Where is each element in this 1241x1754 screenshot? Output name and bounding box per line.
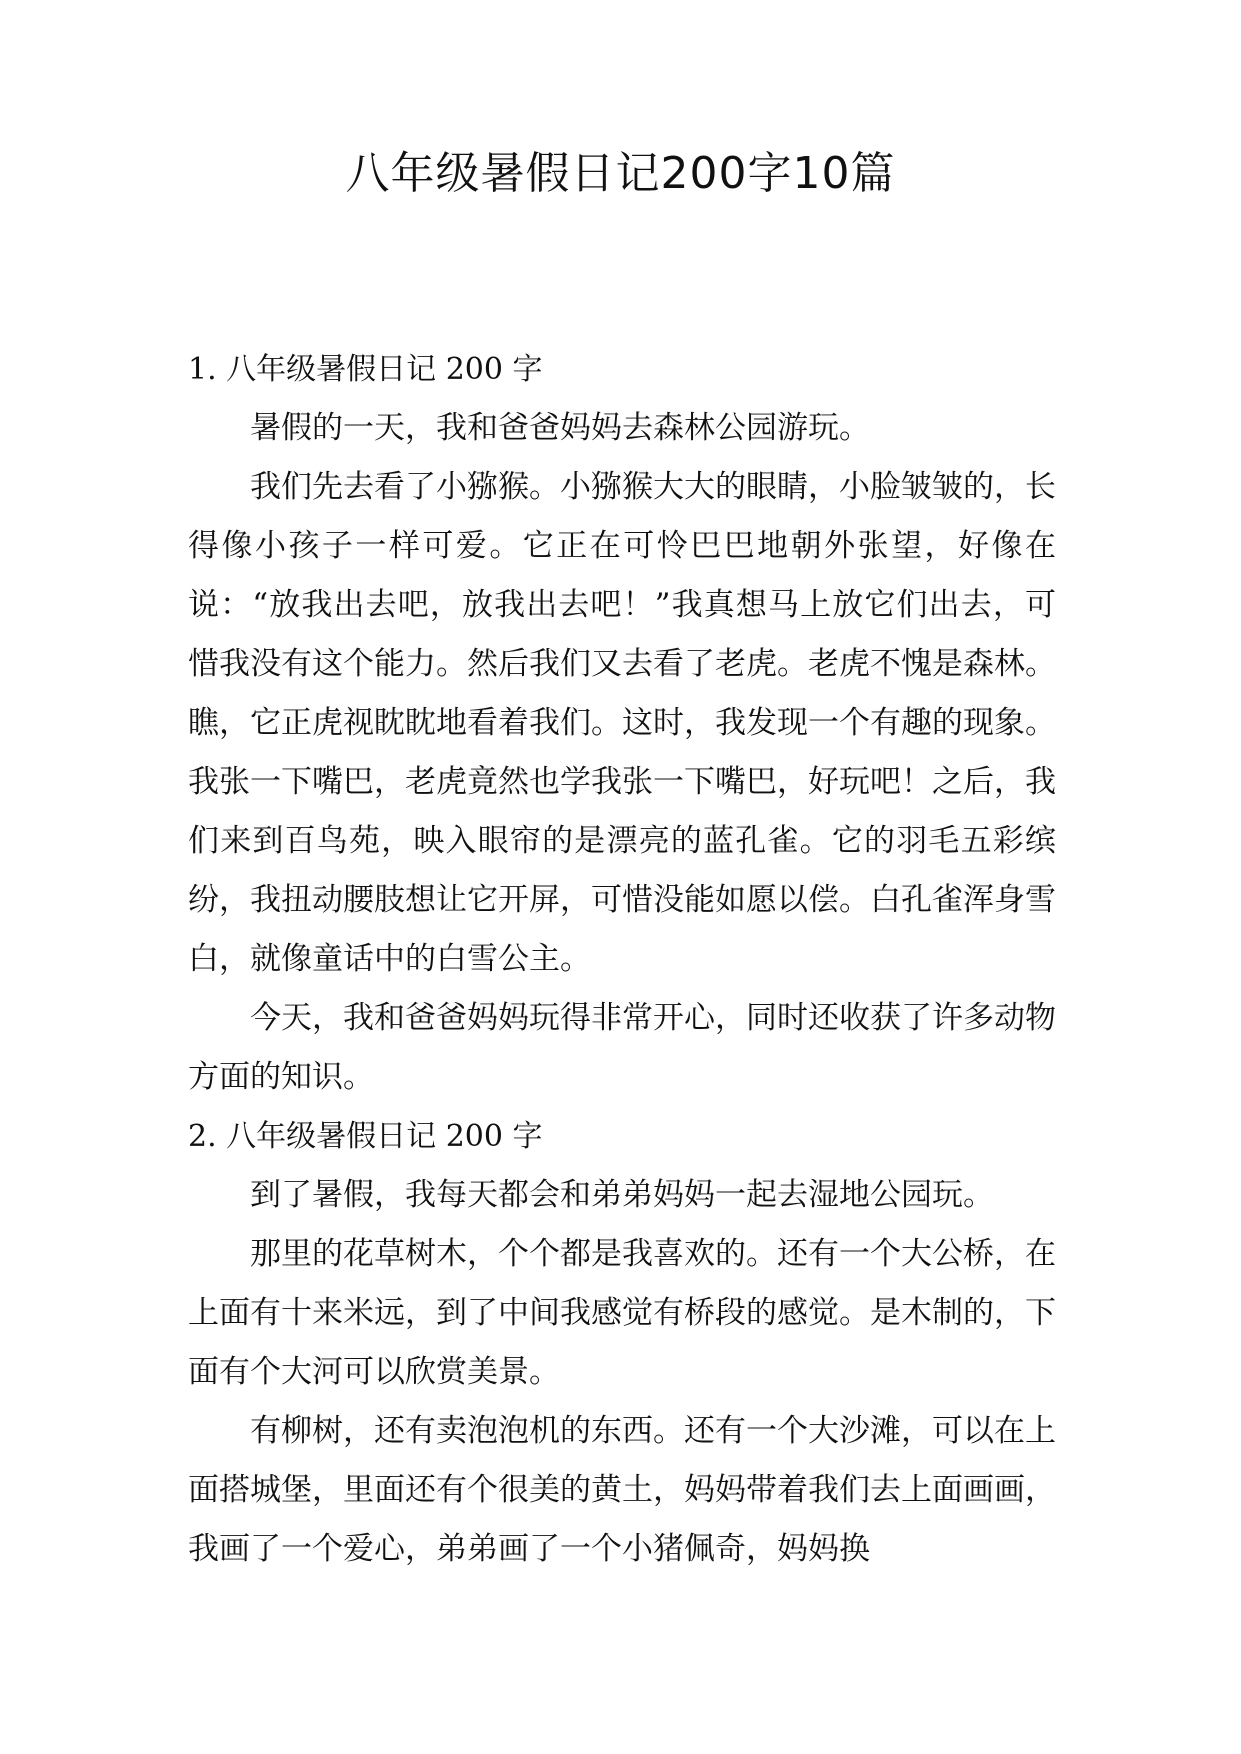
diary-entry-1 bbox=[188, 340, 1056, 1107]
paragraph: 我们先去看了小猕猴。小猕猴大大的眼睛，小脸皱皱的，长得像小孩子一样可爱。它正在可怜巴巴地朝外张望，好像在说：“放我出去吧，放我出去吧！”我真想马上放它们出去，可惜我没有这个能力。然后我们又去看了老虎。老虎不愧是森林。瞧，它正虎视眈眈地看着我们。这时，我发现一个有趣的现象。我张一下嘴巴，老虎竟然也学我张一下嘴巴，好玩吧！之后，我们来到百鸟苑，映入眼帘的是漂亮的蓝孔雀。它的羽毛五彩缤纷，我扭动腰肢想让它开屏，可惜没能如愿以偿。白孔雀浑身雪白，就像童话中的白雪公主。 bbox=[188, 469, 1056, 977]
paragraph: 有柳树，还有卖泡泡机的东西。还有一个大沙滩，可以在上面搭城堡，里面还有个很美的黄土，妈妈带着我们去上面画画，我画了一个爱心，弟弟画了一个小猪佩奇，妈妈换 bbox=[188, 1413, 1056, 1567]
section-heading: 2. 八年级暑假日记 200 字 bbox=[188, 1119, 543, 1154]
paragraph: 暑假的一天，我和爸爸妈妈去森林公园游玩。 bbox=[250, 410, 870, 446]
section-heading: 1. 八年级暑假日记 200 字 bbox=[188, 352, 543, 387]
document-title: 八年级暑假日记200字10篇 bbox=[345, 148, 896, 199]
paragraph: 今天，我和爸爸妈妈玩得非常开心，同时还收获了许多动物方面的知识。 bbox=[188, 1000, 1056, 1095]
diary-entry-2 bbox=[188, 1107, 1056, 1579]
paragraph: 到了暑假，我每天都会和弟弟妈妈一起去湿地公园玩。 bbox=[250, 1177, 994, 1213]
paragraph: 那里的花草树木，个个都是我喜欢的。还有一个大公桥，在上面有十来米远，到了中间我感觉有桥段的感觉。是木制的，下面有个大河可以欣赏美景。 bbox=[188, 1236, 1056, 1390]
document-body bbox=[188, 340, 1056, 1579]
